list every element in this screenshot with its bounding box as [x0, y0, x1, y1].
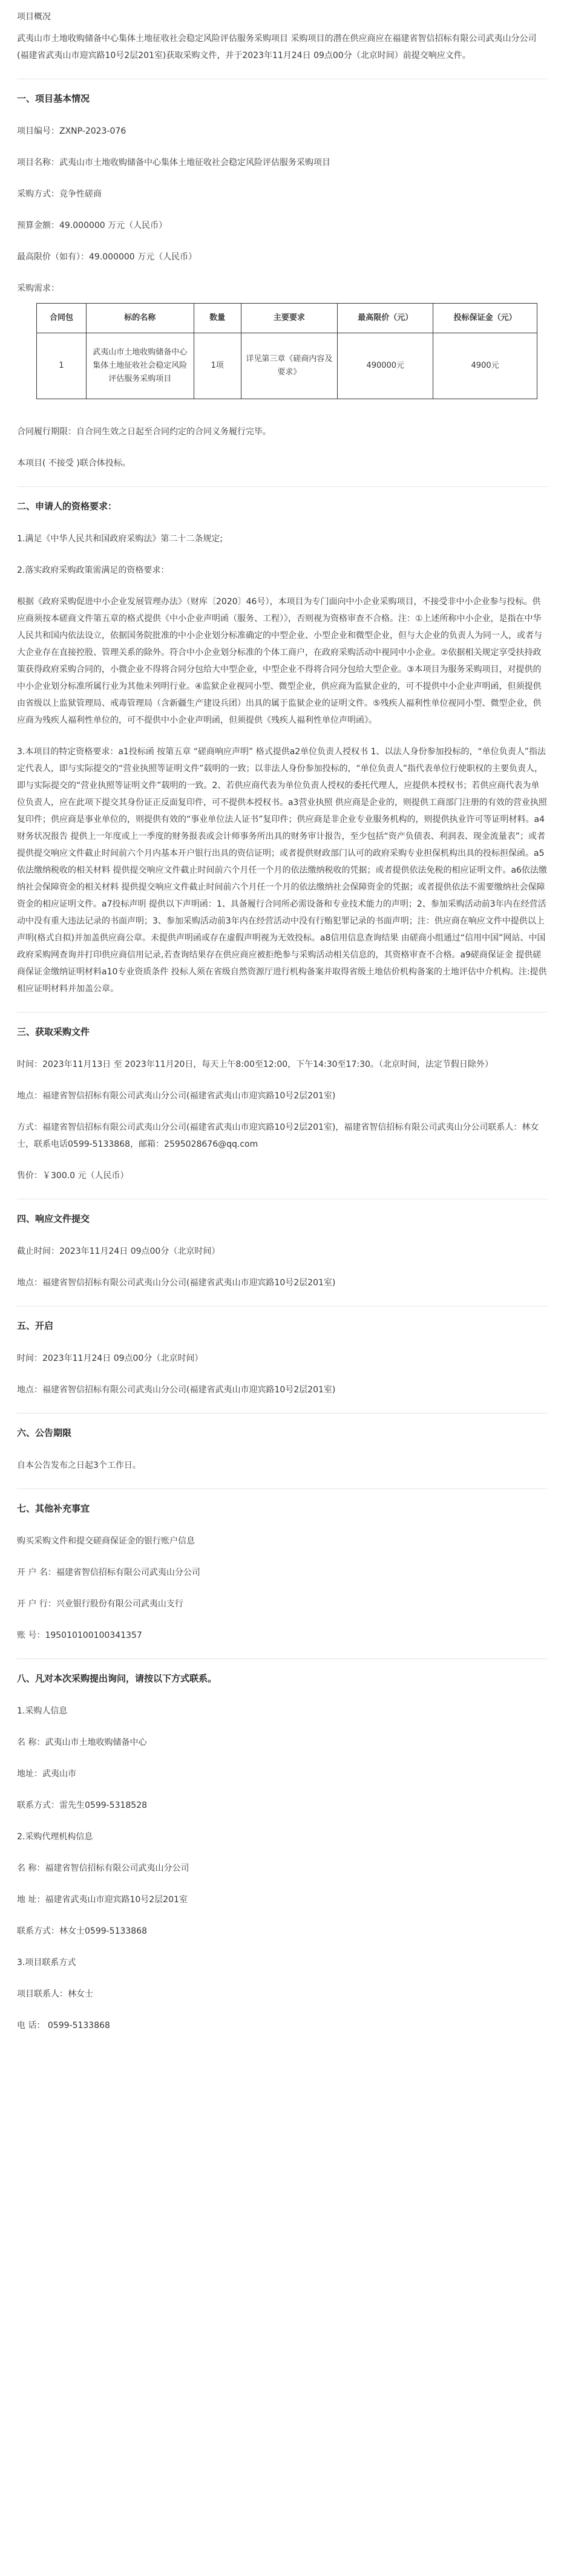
section-2-title: 二、申请人的资格要求： [17, 501, 117, 512]
qualification-item-3: 3.本项目的特定资格要求：a1投标函 按第五章 “磋商响应声明” 格式提供a2单位负责人授权书 1、以法人身份参加投标的，“单位负责人”指法定代表人，即与实际提交的“营业执照等证明文件”载明的一致；以非法人身份参加投标的，“单位负责人”指代表单位行使职权的主要负责人，即与实际提交的“营业执照等证明文件”载明的一致。2、若供应商代表为单位负责人授权的委托代理人，应提供本授权书；若供应商代表为单位负责人，应在此项下提交其身份证正反面复印件，可不提供本授权书。a3营业执照 供应商是企业的，则提供工商部门注册的有效的营业执照复印件；供应商是事业单位的，则提供有效的“事业单位法人证书”复印件；供应商是非企业专业服务机构的，则提供执业许可等证明材料。a4财务状况报告 提供上一年度或上一季度的财务报表或会计师事务所出具的财务审计报告，至少包括“资产负债表、利润表、现金流量表”；或者提供提交响应文件截止时间前六个月内基本开户银行出具的资信证明；或者提供财政部门认可的政府采购专业担保机构出具的投标担保函。a5依法缴纳税收的相关材料 提供提交响应文件截止时间前六个月任一个月的依法缴纳税收的凭据；或者提供依法免税的相应证明文件。a6依法缴纳社会保障资金的相关材料 提供提交响应文件截止时间前六个月任一个月的依法缴纳社会保障资金的凭据；或者提供依法不需要缴纳社会保障资金的相应证明文件。a7投标声明 提供以下声明函：1、具备履行合同所必需设备和专业技术能力的声明；2、参加采购活动前3年内在经营活动中没有重大违法记录的书面声明；3、参加采购活动前3年内在经营活动中没有行贿犯罪记录的书面声明；注：供应商在响应文件中提供以上声明(格式自拟)并加盖供应商公章。未提供声明函或存在虚假声明视为无效投标。a8信用信息查询结果 由磋商小组通过“信用中国”网站、中国政府采购网查询并打印供应商信用记录,若查询结果存在供应商应被拒绝参与采购活动相关信息的，其资格审查不合格。a9磋商保证金 提供磋商保证金缴纳证明材料a10专业资质条件 投标人须在省级自然资源厅进行机构备案并取得省级土地估价机构备案的土地评估中介机构。注:提供相应证明材料并加盖公章。 [17, 747, 547, 994]
overview-title: 项目概况 [17, 12, 51, 22]
section-5-title: 五、开启 [17, 1320, 54, 1331]
table-header-cell: 最高限价（元） [338, 304, 433, 333]
table-header-cell: 数量 [194, 304, 241, 333]
table-header-row [37, 304, 537, 333]
obtain-manner: 方式：福建省智信招标有限公司武夷山分公司(福建省武夷山市迎宾路10号2层201室)，福建省智信招标有限公司武夷山分公司联系人：林女士，联系电话0599-5133868，邮箱：2595028676@qq.com [17, 1123, 539, 1149]
qualification-item-2: 2.落实政府采购政策需满足的资格要求： [17, 566, 169, 575]
purchaser-info-title: 1.采购人信息 [17, 1706, 68, 1716]
contract-term: 合同履行期限：自合同生效之日起至合同约定的合同义务履行完毕。 [17, 427, 271, 437]
project-name: 项目名称：武夷山市土地收购储备中心集体土地征收社会稳定风险评估服务采购项目 [17, 158, 330, 168]
divider [17, 1413, 547, 1414]
agency-info-title: 2.采购代理机构信息 [17, 1832, 93, 1842]
divider [17, 1658, 547, 1659]
table-cell-quantity: 1项 [194, 333, 241, 399]
project-contact-person: 项目联系人：林女士 [17, 1989, 93, 1999]
budget-amount: 预算金额：49.000000 万元（人民币） [17, 221, 168, 230]
account-name: 开 户 名：福建省智信招标有限公司武夷山分公司 [17, 1568, 200, 1577]
opening-time: 时间：2023年11月24日 09点00分（北京时间） [17, 1354, 203, 1363]
table-cell-deposit: 4900元 [433, 333, 537, 399]
table-header-cell: 投标保证金（元） [433, 304, 537, 333]
opening-place: 地点：福建省智信招标有限公司武夷山分公司(福建省武夷山市迎宾路10号2层201室) [17, 1385, 336, 1395]
agency-name: 名 称：福建省智信招标有限公司武夷山分公司 [17, 1864, 189, 1873]
announcement-period: 自本公告发布之日起3个工作日。 [17, 1461, 141, 1470]
agency-contact: 联系方式：林女士0599-5133868 [17, 1926, 148, 1936]
overview-text: 武夷山市土地收购储备中心集体土地征收社会稳定风险评估服务采购项目 采购项目的潜在供应商应在福建省智信招标有限公司武夷山分公司(福建省武夷山市迎宾路10号2层201室)获取采购文件，并于2023年11月24日 09点00分（北京时间）前提交响应文件。 [17, 34, 537, 60]
table-cell-item-name: 武夷山市土地收购储备中心集体土地征收社会稳定风险评估服务采购项目 [86, 333, 194, 399]
qualification-item-1: 1.满足《中华人民共和国政府采购法》第二十二条规定; [17, 534, 223, 544]
account-number: 账 号：195010100100341357 [17, 1631, 142, 1640]
section-3-title: 三、获取采购文件 [17, 1026, 90, 1037]
project-number: 项目编号：ZXNP-2023-076 [17, 126, 126, 136]
obtain-place: 地点：福建省智信招标有限公司武夷山分公司(福建省武夷山市迎宾路10号2层201室) [17, 1091, 336, 1101]
document-price: 售价：￥300.0 元（人民币） [17, 1171, 129, 1181]
qualification-item-2-detail: 根据《政府采购促进中小企业发展管理办法》（财库〔2020〕46号），本项目为专门面向中小企业采购项目，不接受非中小企业参与投标。供应商须按本磋商文件第五章的格式提供《中小企业声明函（服务、工程）》，否则视为资格审查不合格。注：①上述所称中小企业，是指在中华人民共和国内依法设立，依据国务院批准的中小企业划分标准确定的中型企业、小型企业和微型企业，但与大企业的负责人为同一人，或者与大企业存在直接控股、管理关系的除外。符合中小企业划分标准的个体工商户，在政府采购活动中视同中小企业。②依据相关规定享受扶持政策获得政府采购合同的，小微企业不得将合同分包给大中型企业，中型企业不得将合同分包给大型企业。③本项目为服务采购项目，对提供的中小企业划分标准所属行业为其他未列明行业。④监狱企业视同小型、微型企业，供应商为监狱企业的，可不提供中小企业声明函，但须提供由省级以上监狱管理局、戒毒管理局（含新疆生产建设兵团）出具的属于监狱企业的证明文件。⑤残疾人福利性单位视同小型、微型企业，供应商为残疾人福利性单位的，可不提供中小企业声明函，但须提供《残疾人福利性单位声明函》。 [17, 597, 542, 725]
section-6-title: 六、公告期限 [17, 1427, 72, 1438]
project-contact-title: 3.项目联系方式 [17, 1958, 76, 1968]
obtain-time: 时间：2023年11月13日 至 2023年11月20日，每天上午8:00至12:00，下午14:30至17:30。（北京时间，法定节假日除外） [17, 1060, 493, 1069]
bank-info-title: 购买采购文件和提交磋商保证金的银行账户信息 [17, 1536, 195, 1546]
submission-deadline: 截止时间：2023年11月24日 09点00分（北京时间） [17, 1247, 220, 1256]
max-price: 最高限价（如有）：49.000000 万元（人民币） [17, 252, 197, 262]
divider [17, 486, 547, 487]
submission-place: 地点：福建省智信招标有限公司武夷山分公司(福建省武夷山市迎宾路10号2层201室) [17, 1278, 336, 1288]
table-header-cell: 主要要求 [241, 304, 338, 333]
procurement-method: 采购方式：竞争性磋商 [17, 189, 102, 199]
purchaser-name: 名 称：武夷山市土地收购储备中心 [17, 1738, 147, 1747]
account-bank: 开 户 行：兴业银行股份有限公司武夷山支行 [17, 1599, 183, 1609]
requirements-table [36, 303, 537, 399]
table-cell-requirements: 详见第三章《磋商内容及要求》 [241, 333, 338, 399]
table-cell-package: 1 [37, 333, 87, 399]
section-4-title: 四、响应文件提交 [17, 1213, 90, 1224]
section-1-title: 一、项目基本情况 [17, 93, 90, 104]
purchaser-address: 地址：武夷山市 [17, 1769, 76, 1779]
section-7-title: 七、其他补充事宜 [17, 1503, 90, 1514]
agency-address: 地 址：福建省武夷山市迎宾路10号2层201室 [17, 1895, 188, 1905]
purchaser-contact: 联系方式：雷先生0599-5318528 [17, 1801, 148, 1810]
table-row [37, 333, 537, 399]
table-cell-max-price: 490000元 [338, 333, 433, 399]
project-contact-phone: 电 话： 0599-5133868 [17, 2021, 110, 2030]
table-header-cell: 合同包 [37, 304, 87, 333]
section-8-title: 八、凡对本次采购提出询问，请按以下方式联系。 [17, 1673, 217, 1684]
table-header-cell: 标的名称 [86, 304, 194, 333]
consortium-note: 本项目( 不接受 )联合体投标。 [17, 458, 131, 468]
requirements-label: 采购需求： [17, 284, 59, 293]
